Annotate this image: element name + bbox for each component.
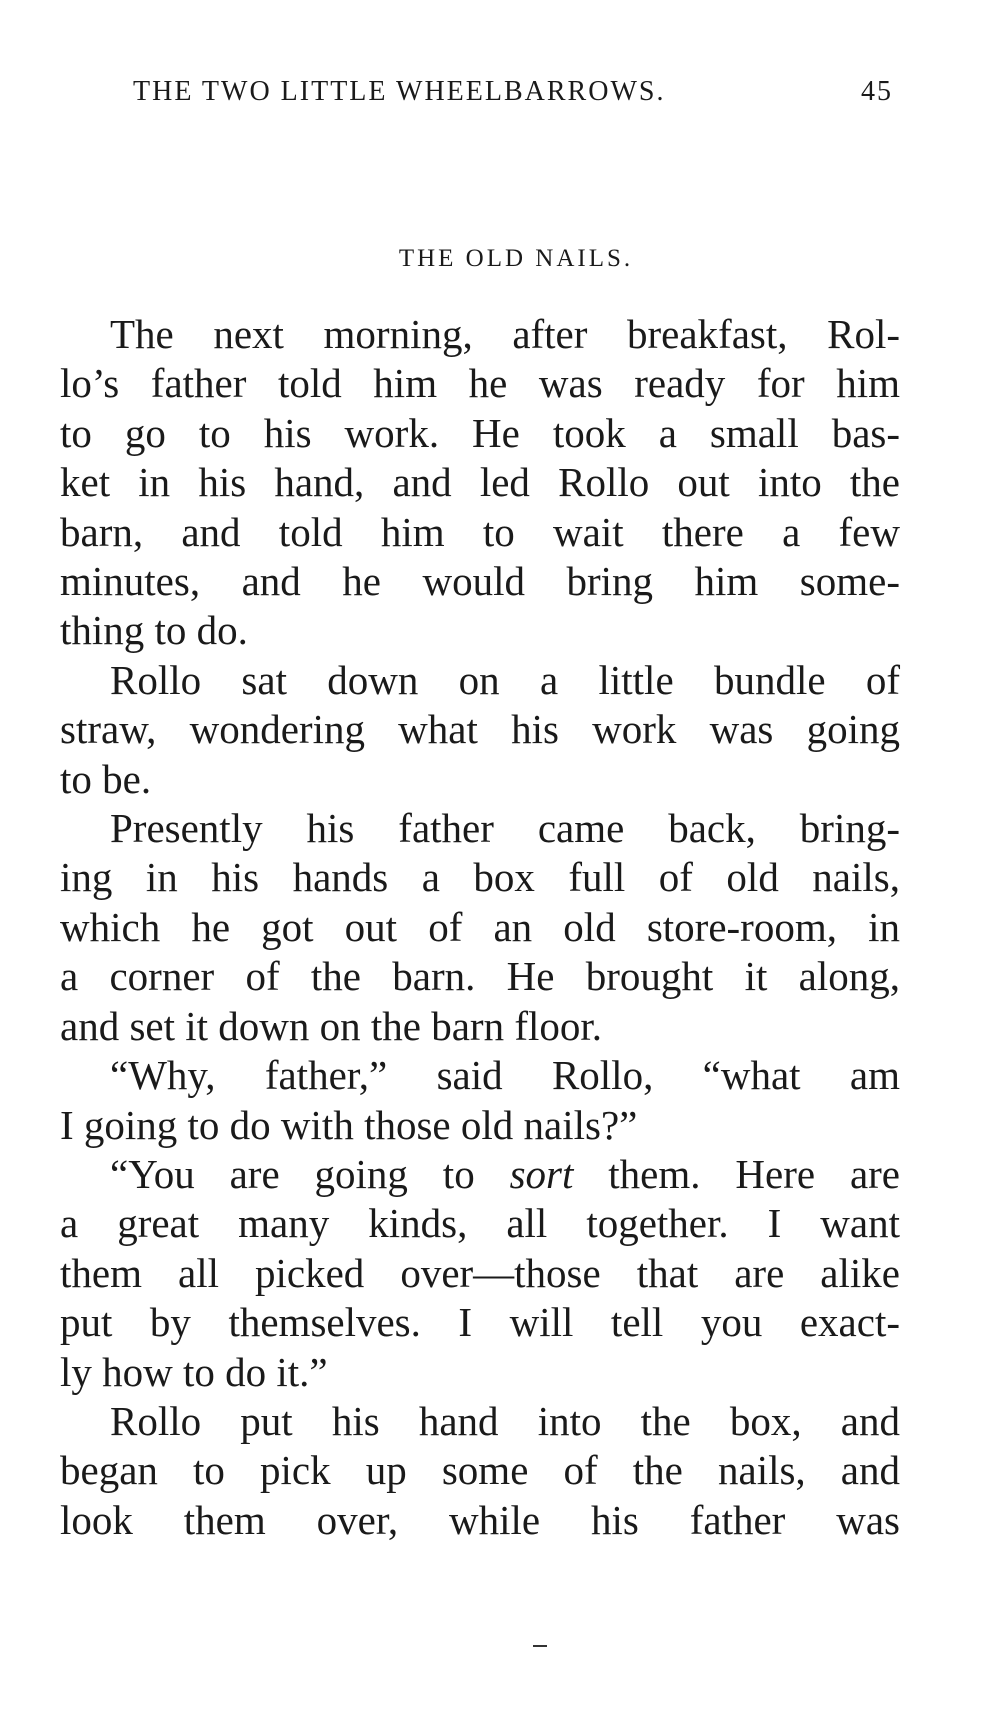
footer-mark [533, 1645, 547, 1647]
text-line: I going to do with those old nails?” [60, 1101, 638, 1148]
chapter-title: THE OLD NAILS. [398, 245, 634, 272]
text-line: Rollo sat down on a little bundle of [110, 656, 900, 703]
text-line: thing to do. [60, 607, 248, 654]
body-text [60, 310, 900, 1545]
text-line: straw, wondering what his work was going [60, 706, 900, 753]
text-line: a great many kinds, all together. I want [60, 1200, 900, 1247]
text-line: look them over, while his father was [60, 1496, 900, 1543]
text-line: ing in his hands a box full of old nails, [60, 854, 900, 901]
text-line: “Why, father,” said Rollo, “what am [110, 1052, 900, 1099]
text-line: ket in his hand, and led Rollo out into the [60, 459, 900, 506]
text-line: ly how to do it.” [60, 1348, 328, 1395]
text-line: Rollo put his hand into the box, and [110, 1397, 900, 1444]
text-line: and set it down on the barn floor. [60, 1002, 603, 1049]
running-head [133, 76, 893, 108]
running-title: THE TWO LITTLE WHEELBARROWS. [133, 76, 666, 107]
text-line: to be. [60, 755, 152, 802]
emphasis: sort [509, 1150, 574, 1197]
text-line: The next morning, after breakfast, Rol- [110, 311, 900, 357]
text-line: put by themselves. I will tell you exact- [60, 1299, 900, 1346]
text-line: a corner of the barn. He brought it along, [60, 953, 900, 1000]
text-line: which he got out of an old store-room, in [60, 903, 900, 950]
page-number: 45 [861, 76, 893, 107]
text-line: began to pick up some of the nails, and [60, 1447, 900, 1494]
text-line: barn, and told him to wait there a few [60, 508, 900, 555]
text-line: them all picked over—those that are alike [60, 1249, 900, 1296]
text-line: to go to his work. He took a small bas- [60, 409, 900, 456]
text-line: “You are going to sort them. Here are [110, 1150, 901, 1197]
text-line: Presently his father came back, bring- [110, 805, 900, 852]
text-line: lo’s father told him he was ready for him [60, 360, 900, 407]
text-line: minutes, and he would bring him some- [60, 558, 900, 605]
